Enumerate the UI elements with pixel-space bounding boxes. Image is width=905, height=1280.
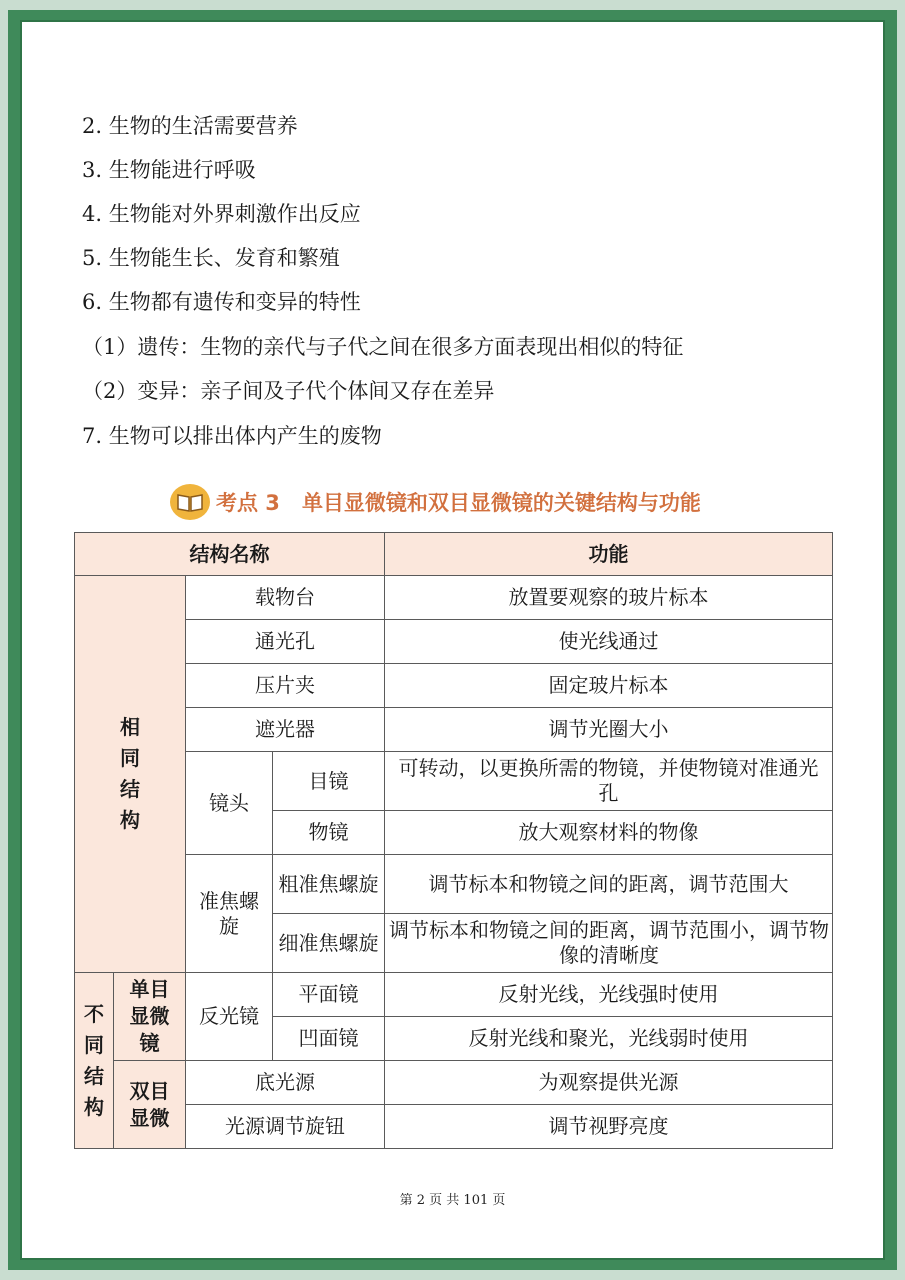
row-flat-func: 反射光线，光线强时使用	[385, 973, 833, 1017]
row-aperture-func: 使光线通过	[385, 620, 833, 664]
text-line: 5. 生物能生长、发育和繁殖	[82, 246, 340, 270]
text-line: （1）遗传：生物的亲代与子代之间在很多方面表现出相似的特征	[82, 335, 684, 359]
row-coarse-func: 调节标本和物镜之间的距离，调节范围大	[385, 855, 833, 914]
row-eyepiece-func: 可转动，以更换所需的物镜，并使物镜对准通光孔	[385, 752, 833, 811]
text-line: 4. 生物能对外界刺激作出反应	[82, 202, 361, 226]
section-heading	[170, 482, 701, 522]
row-clip-func: 固定玻片标本	[385, 664, 833, 708]
row-stage-func: 放置要观察的玻片标本	[385, 576, 833, 620]
row-diaphragm-func: 调节光圈大小	[385, 708, 833, 752]
row-light-func: 为观察提供光源	[385, 1061, 833, 1105]
row-stage-name: 载物台	[186, 576, 385, 620]
focus-group-label: 准焦螺旋	[186, 855, 273, 973]
header-function: 功能	[385, 533, 833, 576]
heading-prefix: 考点 3	[216, 491, 280, 515]
lens-group-label: 镜头	[186, 752, 273, 855]
bino-microscope-label: 双目显微	[114, 1061, 186, 1149]
row-aperture-name: 通光孔	[186, 620, 385, 664]
text-line: 2. 生物的生活需要营养	[82, 114, 298, 138]
row-objective-func: 放大观察材料的物像	[385, 811, 833, 855]
structure-table	[74, 532, 833, 1149]
text-line: 7. 生物可以排出体内产生的废物	[82, 424, 382, 448]
row-light-name: 底光源	[186, 1061, 385, 1105]
row-diaphragm-name: 遮光器	[186, 708, 385, 752]
row-knob-func: 调节视野亮度	[385, 1105, 833, 1149]
row-fine-func: 调节标本和物镜之间的距离，调节范围小，调节物像的清晰度	[385, 914, 833, 973]
row-concave-name: 凹面镜	[273, 1017, 385, 1061]
row-concave-func: 反射光线和聚光，光线弱时使用	[385, 1017, 833, 1061]
row-knob-name: 光源调节旋钮	[186, 1105, 385, 1149]
row-objective-name: 物镜	[273, 811, 385, 855]
row-coarse-name: 粗准焦螺旋	[273, 855, 385, 914]
mono-microscope-label: 单目显微镜	[114, 973, 186, 1061]
row-fine-name: 细准焦螺旋	[273, 914, 385, 973]
same-structure-label: 相同结构	[75, 576, 186, 973]
text-line: 6. 生物都有遗传和变异的特性	[82, 290, 361, 314]
open-book-icon	[170, 484, 210, 520]
header-structure-name: 结构名称	[75, 533, 385, 576]
page-footer: 第 2 页 共 101 页	[399, 1193, 506, 1208]
text-line: 3. 生物能进行呼吸	[82, 158, 256, 182]
diff-structure-label: 不同结构	[75, 973, 114, 1149]
row-clip-name: 压片夹	[186, 664, 385, 708]
mirror-group-label: 反光镜	[186, 973, 273, 1061]
row-eyepiece-name: 目镜	[273, 752, 385, 811]
row-flat-name: 平面镜	[273, 973, 385, 1017]
heading-title: 单目显微镜和双目显微镜的关键结构与功能	[301, 491, 701, 515]
text-line: （2）变异：亲子间及子代个体间又存在差异	[82, 379, 495, 403]
